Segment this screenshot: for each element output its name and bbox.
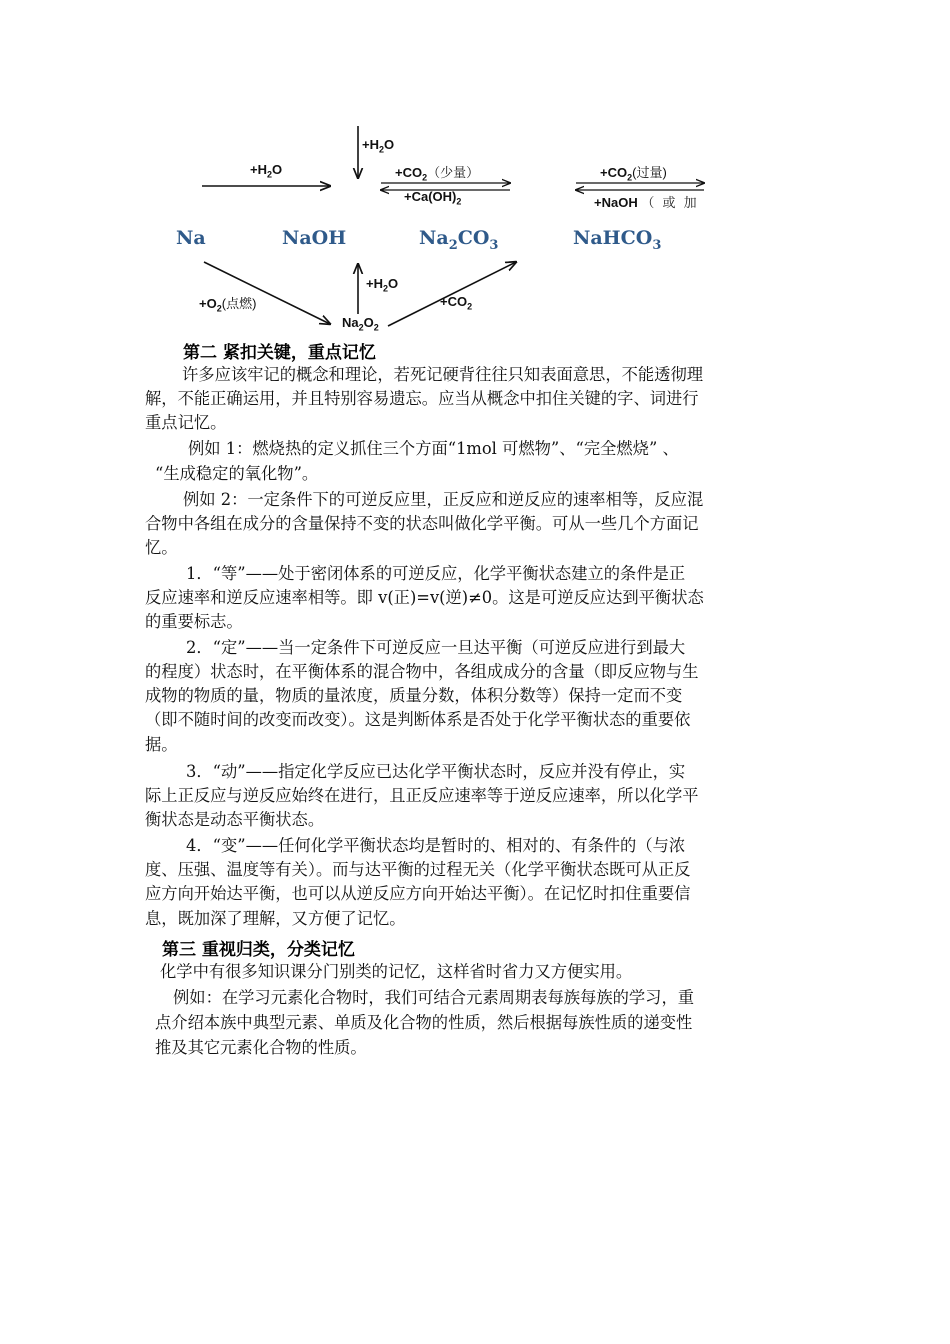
s2-line-2: 重点记忆。: [145, 413, 227, 432]
s2-line-22: 息，既加深了理解，又方便了记忆。: [145, 909, 406, 928]
s2-line-5: 例如 2：一定条件下的可逆反应里，正反应和逆反应的速率相等，反应混: [183, 490, 704, 509]
s3-line-2: 点介绍本族中典型元素、单质及化合物的性质，然后根据每族性质的递变性: [155, 1013, 693, 1032]
s2-line-10: 的重要标志。: [145, 612, 243, 631]
s2-line-1: 解，不能正确运用，并且特别容易遗忘。应当从概念中扣住关键的字、词进行: [145, 389, 699, 408]
s2-line-6: 合物中各组在成分的含量保持不变的状态叫做化学平衡。可从一些几个方面记: [145, 514, 699, 533]
label-co2-lower: $+CO_2$: [440, 294, 473, 312]
species-na2co3: $Na_2CO_3$: [419, 227, 499, 253]
s2-line-20: 度、压强、温度等有关）。而与达平衡的过程无关（化学平衡状态既可从正反: [145, 860, 691, 879]
label-co2-little: $+CO_2$（少量）: [395, 165, 480, 183]
s3-line-3: 推及其它元素化合物的性质。: [155, 1038, 367, 1057]
label-h2o-top: $+H_2O$: [362, 137, 395, 155]
s2-line-4: “生成稳定的氧化物”。: [155, 464, 319, 483]
s2-line-16: 3．“动”——指定化学反应已达化学平衡状态时，反应并没有停止，实: [186, 762, 686, 781]
s3-line-0: 化学中有很多知识课分门别类的记忆，这样省时省力又方便实用。: [160, 962, 633, 981]
section2-heading: 第二 紧扣关键，重点记忆: [183, 343, 376, 363]
s2-line-18: 衡状态是动态平衡状态。: [145, 810, 325, 829]
label-h2o-lower: $+H_2O$: [366, 276, 399, 294]
s2-line-8: 1．“等”——处于密闭体系的可逆反应，化学平衡状态建立的条件是正: [186, 564, 686, 583]
species-na2o2: $Na_2O_2$: [342, 315, 379, 333]
s2-line-11: 2．“定”——当一定条件下可逆反应一旦达平衡（可逆反应进行到最大: [186, 638, 686, 657]
s2-line-19: 4．“变”——任何化学平衡状态均是暂时的、相对的、有条件的（与浓: [186, 836, 686, 855]
label-co2-excess: $+CO_2$(过量): [600, 165, 667, 183]
species-na: Na: [176, 227, 206, 249]
s3-line-1: 例如：在学习元素化合物时，我们可结合元素周期表每族每族的学习，重: [173, 988, 695, 1007]
label-o2: $+O_2$(点燃): [199, 296, 257, 314]
s2-line-21: 应方向开始达平衡，也可以从逆反应方向开始达平衡）。在记忆时扣住重要信: [145, 884, 691, 903]
section3-heading: 第三 重视归类，分类记忆: [162, 940, 355, 960]
species-nahco3: NaHCO$_3$: [573, 227, 662, 253]
label-h2o-left: $+H_2O$: [250, 162, 283, 180]
s2-line-13: 成物的物质的量，物质的量浓度，质量分数，体积分数等）保持一定而不变: [145, 686, 683, 705]
s2-line-7: 忆。: [145, 538, 178, 557]
s2-line-12: 的程度）状态时，在平衡体系的混合物中，各组成成分的含量（即反应物与生: [145, 662, 699, 681]
label-naoh-reagent: +NaOH （ 或 加: [594, 195, 699, 211]
label-caoh2: $+Ca(OH)_2$: [404, 189, 462, 207]
species-naoh: NaOH: [282, 227, 347, 249]
s2-line-14: （即不随时间的改变而改变）。这是判断体系是否处于化学平衡状态的重要依: [145, 710, 691, 729]
s2-line-17: 际上正反应与逆反应始终在进行，且正反应速率等于逆反应速率，所以化学平: [145, 786, 699, 805]
s2-line-3: 例如 1：燃烧热的定义抓住三个方面“1mol 可燃物”、“完全燃烧” 、: [188, 439, 679, 458]
s2-line-15: 据。: [145, 735, 178, 754]
s2-line-9: 反应速率和逆反应速率相等。即 v(正)=v(逆)≠0。这是可逆反应达到平衡状态: [145, 588, 704, 607]
s2-line-0: 许多应该牢记的概念和理论，若死记硬背往往只知表面意思，不能透彻理: [182, 365, 704, 384]
